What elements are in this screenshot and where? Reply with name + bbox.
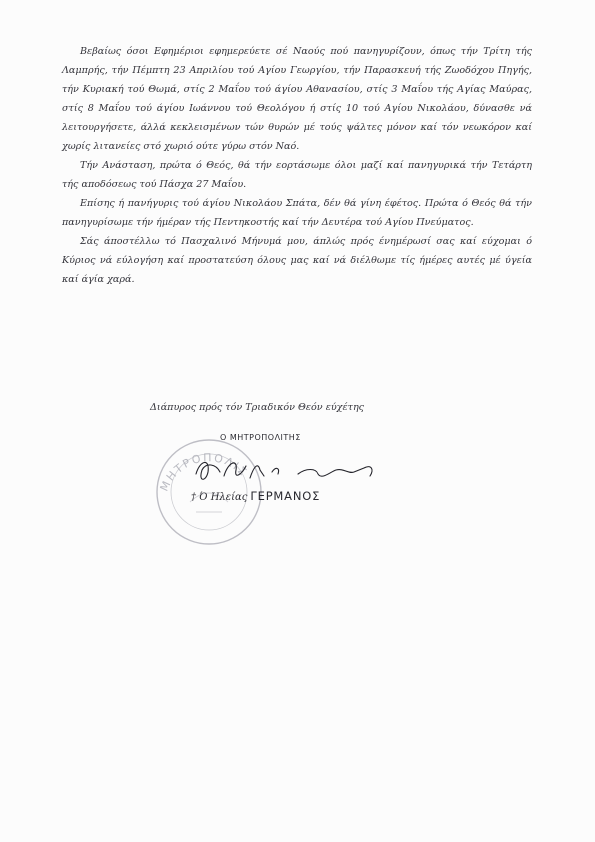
paragraph-3: Επίσης ή πανήγυρις τού άγίου Νικολάου Σπάτα, δέν θά γίνη έφέτος. Πρώτα ό Θεός θά τήν πανηγυρίσωμε τήν ήμέραν τής Πεντηκοστής καί τήν Δευτέρα τού Αγίου Πνεύματος. [62,198,532,228]
signatory-name-line [191,487,320,505]
closing-salutation: Διάπυρος πρός τόν Τριαδικόν Θεόν εύχέτης [150,402,365,413]
handwritten-signature [188,452,388,488]
signatory-title: Ο ΜΗΤΡΟΠΟΛΙΤΗΣ [220,433,301,442]
signatory-name: ΓΕΡΜΑΝΟΣ [250,489,321,503]
letter-body [62,42,532,289]
signatory-prefix: † Ό Ηλείας [191,492,248,503]
svg-text:ΜΗΤΡΟΠΟΛΙΣ: ΜΗΤΡΟΠΟΛΙΣ [157,451,251,494]
paragraph-1: Βεβαίως όσοι Εφημέριοι εφημερεύετε σέ Ναούς πού πανηγυρίζουν, όπως τήν Τρίτη τής Λαμπρής, τήν Πέμπτη 23 Απριλίου τού Αγίου Γεωργίου, τήν Παρασκευή τής Ζωοδόχου Πηγής, τήν Κυριακή τού Θωμά, στίς 2 Μαΐου τού άγίου Αθανασίου, στίς 3 Μαΐου τής Αγίας Μαύρας, στίς 8 Μαΐου τού άγίου Ιωάννου τού Θεολόγου ή στίς 10 τού Αγίου Νικολάου, δύνασθε νά λειτουργήσετε, άλλά κεκλεισμένων τών θυρών μέ τούς ψάλτες μόνον καί τόν νεωκόρον καί χωρίς λιτανείες στό χωριό ούτε γύρω στόν Ναό. [62,46,532,152]
paragraph-2: Τήν Ανάσταση, πρώτα ό Θεός, θά τήν εορτάσωμε όλοι μαζί καί πανηγυρικά τήν Τετάρτη τής αποδόσεως τού Πάσχα 27 Μαΐου. [62,160,532,190]
paragraph-4: Σάς άποστέλλω τό Πασχαλινό Μήνυμά μου, άπλώς πρός ένημέρωσί σας καί εύχομαι ό Κύριος νά εύλογήση καί προστατεύση όλους μας καί νά διέλθωμε τίς ήμέρες αυτές μέ ύγεία καί άγία χαρά. [62,236,532,285]
